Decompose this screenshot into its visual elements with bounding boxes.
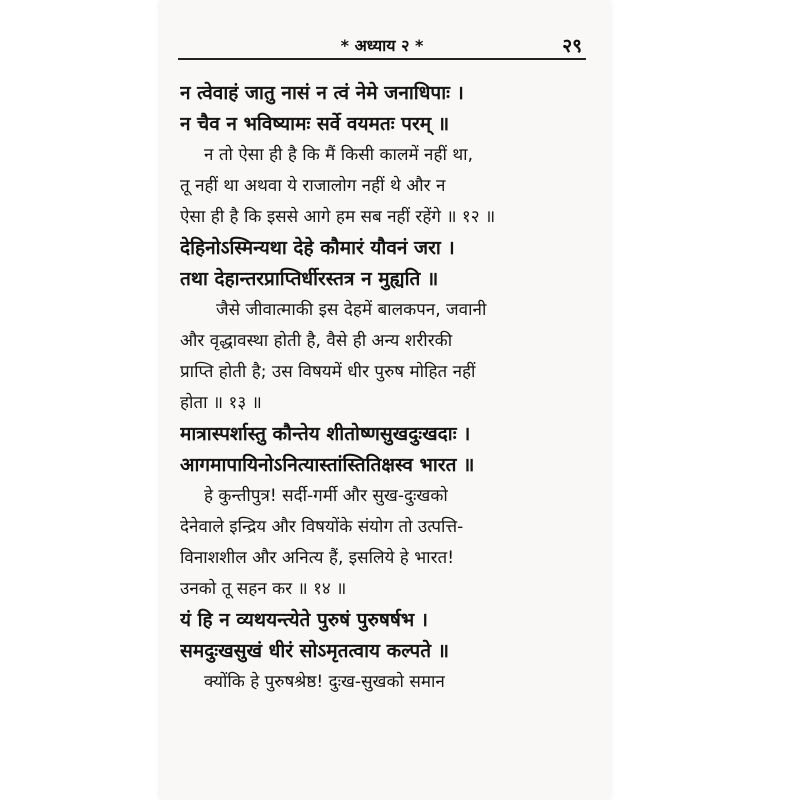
verse-line: यं हि न व्यथयन्त्येते पुरुषं पुरुषर्षभ । — [180, 609, 428, 631]
verse-15-sanskrit — [180, 605, 586, 667]
verse-line: न त्वेवाहं जातु नासं न त्वं नेमे जनाधिपाः । — [180, 82, 464, 104]
translation-line: जैसे जीवात्माकी इस देहमें बालकपन, जवानी — [216, 300, 487, 320]
translation-line: देनेवाले इन्द्रिय और विषयोंके संयोग तो उत्पत्ति- — [180, 517, 464, 537]
translation-line: ऐसा ही है कि इससे आगे हम सब नहीं रहेंगे ॥ १२ ॥ — [180, 207, 496, 227]
page-content — [180, 78, 586, 698]
verse-line: न चैव न भविष्यामः सर्वे वयमतः परम् ॥ — [180, 113, 450, 135]
translation-line: और वृद्धावस्था होती है, वैसे ही अन्य शरीरकी — [180, 331, 453, 351]
verse-line: तथा देहान्तरप्राप्तिर्धीरस्तत्र न मुह्यति ॥ — [180, 268, 439, 290]
chapter-title: * अध्याय २ * — [340, 36, 424, 55]
verse-line: आगमापायिनोऽनित्यास्तांस्तितिक्षस्व भारत ॥ — [180, 454, 475, 476]
translation-line: न तो ऐसा ही है कि मैं किसी कालमें नहीं था, — [204, 145, 473, 165]
verse-15-translation — [180, 667, 586, 698]
translation-line: उनको तू सहन कर ॥ १४ ॥ — [180, 579, 347, 599]
verse-12-translation — [180, 140, 586, 233]
verse-line: देहिनोऽस्मिन्यथा देहे कौमारं यौवनं जरा । — [180, 237, 455, 259]
translation-line: प्राप्ति होती है; उस विषयमें धीर पुरुष मोहित नहीं — [180, 362, 476, 382]
translation-line: तू नहीं था अथवा ये राजालोग नहीं थे और न — [180, 176, 446, 196]
verse-12-sanskrit — [180, 78, 586, 140]
translation-line: होता ॥ १३ ॥ — [180, 393, 262, 413]
verse-13-translation — [180, 295, 586, 419]
running-header — [178, 32, 586, 60]
verse-line: समदुःखसुखं धीरं सोऽमृतत्वाय कल्पते ॥ — [180, 640, 450, 662]
verse-14-translation — [180, 481, 586, 605]
verse-13-sanskrit — [180, 233, 586, 295]
translation-line: क्योंकि हे पुरुषश्रेष्ठ! दुःख-सुखको समान — [204, 672, 445, 692]
verse-14-sanskrit — [180, 419, 586, 481]
verse-line: मात्रास्पर्शास्तु कौन्तेय शीतोष्णसुखदुःखदाः । — [180, 423, 471, 445]
translation-line: विनाशशील और अनित्य हैं, इसलिये हे भारत! — [180, 548, 455, 568]
translation-line: हे कुन्तीपुत्र! सर्दी-गर्मी और सुख-दुःखको — [204, 486, 448, 506]
page-number: २९ — [562, 35, 582, 57]
